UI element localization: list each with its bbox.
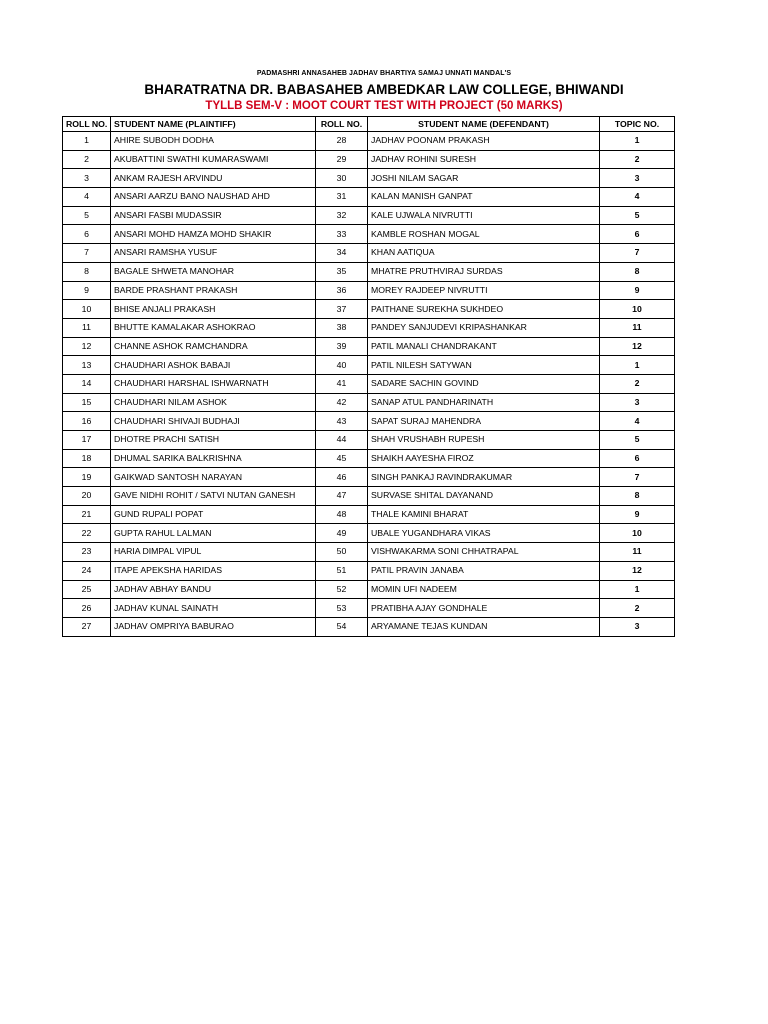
topic-no-cell: 8 <box>600 262 675 281</box>
table-row <box>63 617 675 636</box>
defendant-name-cell: ARYAMANE TEJAS KUNDAN <box>368 617 600 636</box>
defendant-name-cell: SHAH VRUSHABH RUPESH <box>368 431 600 450</box>
plaintiff-name-cell: JADHAV OMPRIYA BABURAO <box>111 617 316 636</box>
plaintiff-roll-no-cell: 8 <box>63 262 111 281</box>
defendant-roll-no-cell: 47 <box>316 487 368 506</box>
plaintiff-roll-no-cell: 22 <box>63 524 111 543</box>
defendant-name-cell: KAMBLE ROSHAN MOGAL <box>368 225 600 244</box>
plaintiff-name-cell: ITAPE APEKSHA HARIDAS <box>111 561 316 580</box>
plaintiff-name-cell: HARIA DIMPAL VIPUL <box>111 543 316 562</box>
topic-no-cell: 10 <box>600 524 675 543</box>
table-row <box>63 487 675 506</box>
defendant-roll-no-cell: 30 <box>316 169 368 188</box>
topic-no-cell: 12 <box>600 561 675 580</box>
plaintiff-name-cell: BHUTTE KAMALAKAR ASHOKRAO <box>111 318 316 337</box>
topic-no-cell: 7 <box>600 244 675 263</box>
plaintiff-name-cell: GAVE NIDHI ROHIT / SATVI NUTAN GANESH <box>111 487 316 506</box>
defendant-roll-no-cell: 35 <box>316 262 368 281</box>
defendant-roll-no-cell: 32 <box>316 206 368 225</box>
topic-no-cell: 4 <box>600 188 675 207</box>
plaintiff-name-cell: GUPTA RAHUL LALMAN <box>111 524 316 543</box>
topic-no-cell: 2 <box>600 374 675 393</box>
plaintiff-name-cell: CHAUDHARI NILAM ASHOK <box>111 393 316 412</box>
defendant-roll-no-cell: 41 <box>316 374 368 393</box>
plaintiff-roll-no-cell: 19 <box>63 468 111 487</box>
defendant-roll-no-cell: 29 <box>316 150 368 169</box>
defendant-roll-no-cell: 40 <box>316 356 368 375</box>
defendant-name-cell: SANAP ATUL PANDHARINATH <box>368 393 600 412</box>
plaintiff-name-cell: ANSARI AARZU BANO NAUSHAD AHD <box>111 188 316 207</box>
plaintiff-roll-no-cell: 6 <box>63 225 111 244</box>
plaintiff-name-cell: JADHAV ABHAY BANDU <box>111 580 316 599</box>
table-row <box>63 300 675 319</box>
defendant-name-cell: PAITHANE SUREKHA SUKHDEO <box>368 300 600 319</box>
defendant-roll-no-cell: 51 <box>316 561 368 580</box>
plaintiff-roll-no-cell: 16 <box>63 412 111 431</box>
topic-no-cell: 3 <box>600 617 675 636</box>
topic-no-cell: 11 <box>600 318 675 337</box>
defendant-roll-no-cell: 31 <box>316 188 368 207</box>
table-row <box>63 225 675 244</box>
defendant-roll-no-cell: 34 <box>316 244 368 263</box>
topic-no-cell: 9 <box>600 505 675 524</box>
plaintiff-roll-no-cell: 9 <box>63 281 111 300</box>
table-row <box>63 580 675 599</box>
col-header-topic-no: TOPIC NO. <box>600 117 675 132</box>
table-row <box>63 412 675 431</box>
defendant-roll-no-cell: 28 <box>316 132 368 151</box>
defendant-roll-no-cell: 42 <box>316 393 368 412</box>
plaintiff-name-cell: GUND RUPALI POPAT <box>111 505 316 524</box>
col-header-roll-no-defendant: ROLL NO. <box>316 117 368 132</box>
plaintiff-name-cell: CHANNE ASHOK RAMCHANDRA <box>111 337 316 356</box>
defendant-name-cell: PANDEY SANJUDEVI KRIPASHANKAR <box>368 318 600 337</box>
topic-no-cell: 9 <box>600 281 675 300</box>
plaintiff-name-cell: AKUBATTINI SWATHI KUMARASWAMI <box>111 150 316 169</box>
plaintiff-roll-no-cell: 17 <box>63 431 111 450</box>
table-row <box>63 505 675 524</box>
defendant-name-cell: KALE UJWALA NIVRUTTI <box>368 206 600 225</box>
plaintiff-name-cell: CHAUDHARI HARSHAL ISHWARNATH <box>111 374 316 393</box>
plaintiff-roll-no-cell: 12 <box>63 337 111 356</box>
defendant-name-cell: PATIL PRAVIN JANABA <box>368 561 600 580</box>
table-row <box>63 393 675 412</box>
defendant-roll-no-cell: 39 <box>316 337 368 356</box>
table-row <box>63 543 675 562</box>
plaintiff-roll-no-cell: 14 <box>63 374 111 393</box>
table-row <box>63 150 675 169</box>
table-row <box>63 374 675 393</box>
defendant-roll-no-cell: 50 <box>316 543 368 562</box>
table-row <box>63 206 675 225</box>
student-table <box>62 116 675 637</box>
plaintiff-name-cell: ANSARI RAMSHA YUSUF <box>111 244 316 263</box>
defendant-roll-no-cell: 52 <box>316 580 368 599</box>
defendant-roll-no-cell: 48 <box>316 505 368 524</box>
table-row <box>63 132 675 151</box>
defendant-roll-no-cell: 44 <box>316 431 368 450</box>
plaintiff-name-cell: BAGALE SHWETA MANOHAR <box>111 262 316 281</box>
defendant-roll-no-cell: 53 <box>316 599 368 618</box>
topic-no-cell: 5 <box>600 431 675 450</box>
plaintiff-name-cell: CHAUDHARI SHIVAJI BUDHAJI <box>111 412 316 431</box>
defendant-roll-no-cell: 43 <box>316 412 368 431</box>
defendant-roll-no-cell: 38 <box>316 318 368 337</box>
defendant-name-cell: MOREY RAJDEEP NIVRUTTI <box>368 281 600 300</box>
plaintiff-roll-no-cell: 15 <box>63 393 111 412</box>
plaintiff-roll-no-cell: 18 <box>63 449 111 468</box>
plaintiff-name-cell: DHUMAL SARIKA BALKRISHNA <box>111 449 316 468</box>
defendant-roll-no-cell: 46 <box>316 468 368 487</box>
plaintiff-roll-no-cell: 13 <box>63 356 111 375</box>
topic-no-cell: 6 <box>600 449 675 468</box>
table-row <box>63 431 675 450</box>
defendant-name-cell: JADHAV ROHINI SURESH <box>368 150 600 169</box>
defendant-name-cell: MOMIN UFI NADEEM <box>368 580 600 599</box>
table-row <box>63 262 675 281</box>
defendant-roll-no-cell: 33 <box>316 225 368 244</box>
plaintiff-name-cell: ANSARI FASBI MUDASSIR <box>111 206 316 225</box>
plaintiff-name-cell: BARDE PRASHANT PRAKASH <box>111 281 316 300</box>
defendant-name-cell: SINGH PANKAJ RAVINDRAKUMAR <box>368 468 600 487</box>
plaintiff-name-cell: BHISE ANJALI PRAKASH <box>111 300 316 319</box>
defendant-name-cell: THALE KAMINI BHARAT <box>368 505 600 524</box>
table-row <box>63 449 675 468</box>
table-row <box>63 169 675 188</box>
plaintiff-roll-no-cell: 10 <box>63 300 111 319</box>
defendant-roll-no-cell: 49 <box>316 524 368 543</box>
table-row <box>63 337 675 356</box>
topic-no-cell: 1 <box>600 580 675 599</box>
col-header-roll-no-plaintiff: ROLL NO. <box>63 117 111 132</box>
defendant-name-cell: SADARE SACHIN GOVIND <box>368 374 600 393</box>
plaintiff-roll-no-cell: 2 <box>63 150 111 169</box>
topic-no-cell: 10 <box>600 300 675 319</box>
table-row <box>63 524 675 543</box>
plaintiff-roll-no-cell: 20 <box>63 487 111 506</box>
defendant-name-cell: UBALE YUGANDHARA VIKAS <box>368 524 600 543</box>
defendant-roll-no-cell: 36 <box>316 281 368 300</box>
plaintiff-name-cell: GAIKWAD SANTOSH NARAYAN <box>111 468 316 487</box>
topic-no-cell: 3 <box>600 393 675 412</box>
defendant-name-cell: VISHWAKARMA SONI CHHATRAPAL <box>368 543 600 562</box>
topic-no-cell: 1 <box>600 132 675 151</box>
defendant-name-cell: PATIL NILESH SATYWAN <box>368 356 600 375</box>
topic-no-cell: 12 <box>600 337 675 356</box>
defendant-roll-no-cell: 54 <box>316 617 368 636</box>
defendant-name-cell: SHAIKH AAYESHA FIROZ <box>368 449 600 468</box>
topic-no-cell: 2 <box>600 599 675 618</box>
plaintiff-roll-no-cell: 5 <box>63 206 111 225</box>
plaintiff-roll-no-cell: 26 <box>63 599 111 618</box>
defendant-roll-no-cell: 45 <box>316 449 368 468</box>
plaintiff-name-cell: ANSARI MOHD HAMZA MOHD SHAKIR <box>111 225 316 244</box>
defendant-name-cell: JOSHI NILAM SAGAR <box>368 169 600 188</box>
plaintiff-roll-no-cell: 1 <box>63 132 111 151</box>
topic-no-cell: 7 <box>600 468 675 487</box>
table-row <box>63 244 675 263</box>
defendant-name-cell: PATIL MANALI CHANDRAKANT <box>368 337 600 356</box>
plaintiff-name-cell: AHIRE SUBODH DODHA <box>111 132 316 151</box>
topic-no-cell: 3 <box>600 169 675 188</box>
exam-subtitle: TYLLB SEM-V : MOOT COURT TEST WITH PROJECT (50 MARKS) <box>205 100 563 112</box>
defendant-name-cell: KHAN AATIQUA <box>368 244 600 263</box>
topic-no-cell: 11 <box>600 543 675 562</box>
defendant-roll-no-cell: 37 <box>316 300 368 319</box>
plaintiff-name-cell: JADHAV KUNAL SAINATH <box>111 599 316 618</box>
table-row <box>63 318 675 337</box>
table-body <box>63 132 675 637</box>
organization-name: PADMASHRI ANNASAHEB JADHAV BHARTIYA SAMAJ UNNATI MANDAL'S <box>256 70 512 77</box>
defendant-name-cell: JADHAV POONAM PRAKASH <box>368 132 600 151</box>
table-header-row <box>63 117 675 132</box>
table-row <box>63 468 675 487</box>
table-row <box>63 356 675 375</box>
topic-no-cell: 5 <box>600 206 675 225</box>
col-header-defendant-name: STUDENT NAME (DEFENDANT) <box>368 117 600 132</box>
plaintiff-roll-no-cell: 7 <box>63 244 111 263</box>
defendant-name-cell: MHATRE PRUTHVIRAJ SURDAS <box>368 262 600 281</box>
table-row <box>63 561 675 580</box>
plaintiff-roll-no-cell: 27 <box>63 617 111 636</box>
table-row <box>63 281 675 300</box>
col-header-plaintiff-name: STUDENT NAME (PLAINTIFF) <box>111 117 316 132</box>
defendant-name-cell: KALAN MANISH GANPAT <box>368 188 600 207</box>
topic-no-cell: 6 <box>600 225 675 244</box>
topic-no-cell: 2 <box>600 150 675 169</box>
plaintiff-roll-no-cell: 21 <box>63 505 111 524</box>
plaintiff-roll-no-cell: 3 <box>63 169 111 188</box>
plaintiff-roll-no-cell: 11 <box>63 318 111 337</box>
topic-no-cell: 8 <box>600 487 675 506</box>
topic-no-cell: 1 <box>600 356 675 375</box>
college-name: BHARATRATNA DR. BABASAHEB AMBEDKAR LAW COLLEGE, BHIWANDI <box>144 82 624 97</box>
table-row <box>63 599 675 618</box>
defendant-name-cell: SURVASE SHITAL DAYANAND <box>368 487 600 506</box>
defendant-name-cell: PRATIBHA AJAY GONDHALE <box>368 599 600 618</box>
plaintiff-name-cell: ANKAM RAJESH ARVINDU <box>111 169 316 188</box>
topic-no-cell: 4 <box>600 412 675 431</box>
plaintiff-roll-no-cell: 23 <box>63 543 111 562</box>
plaintiff-name-cell: DHOTRE PRACHI SATISH <box>111 431 316 450</box>
defendant-name-cell: SAPAT SURAJ MAHENDRA <box>368 412 600 431</box>
plaintiff-roll-no-cell: 25 <box>63 580 111 599</box>
plaintiff-roll-no-cell: 4 <box>63 188 111 207</box>
plaintiff-name-cell: CHAUDHARI ASHOK BABAJI <box>111 356 316 375</box>
plaintiff-roll-no-cell: 24 <box>63 561 111 580</box>
table-row <box>63 188 675 207</box>
